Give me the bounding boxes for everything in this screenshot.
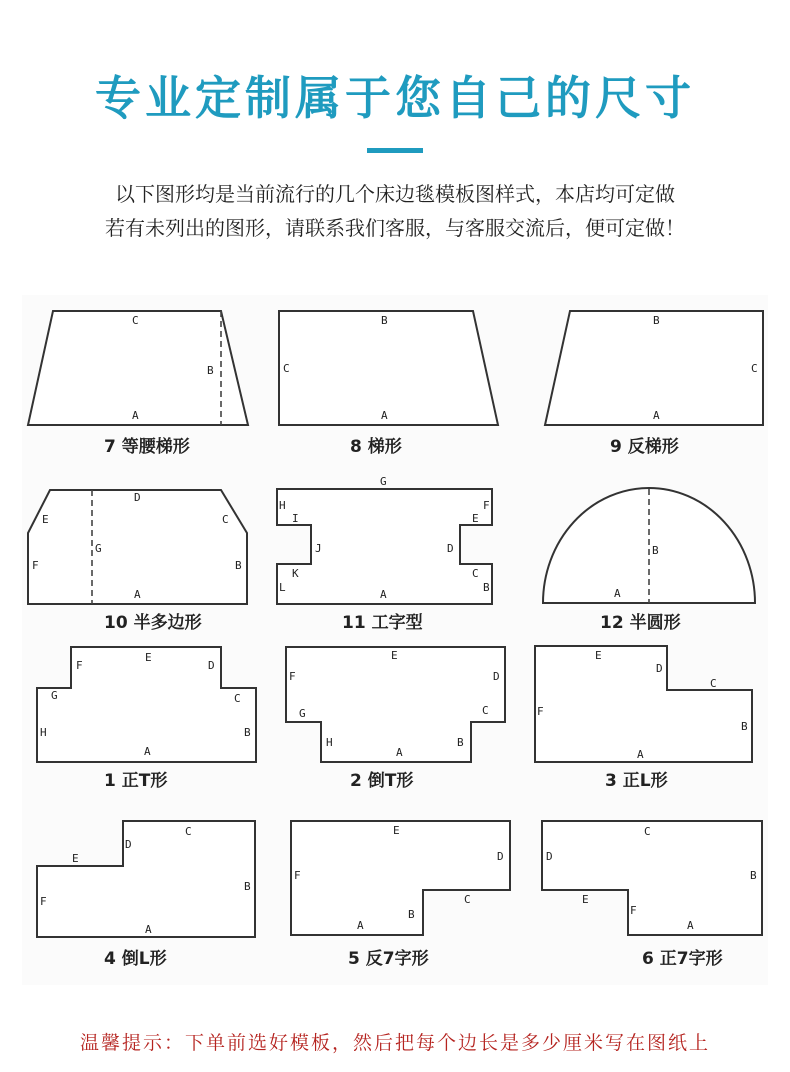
template-3-shape [535,646,752,762]
template-7-isosceles-trapezoid[interactable] [28,311,248,457]
template-11-label-4: I [292,512,299,525]
template-10-label-5: F [32,559,39,572]
template-9-label-1: B [653,314,660,327]
template-4-label-4: B [244,880,251,893]
template-8-label-3: A [381,409,388,422]
intro-line-1: 以下图形均是当前流行的几个床边毯模板图样式，本店均可定做 [115,182,675,206]
template-11-label-9: C [472,567,479,580]
template-1-label-8: A [144,745,151,758]
template-2-label-4: G [299,707,306,720]
template-5-caption: 5 反7字形 [348,949,429,969]
template-9-shape [545,311,763,425]
template-12-shape [543,488,755,603]
template-2-label-3: D [493,670,500,683]
template-1-upright-t[interactable] [37,647,256,791]
template-7-label-2: B [207,364,214,377]
template-11-shape [277,489,492,604]
template-5-label-1: E [393,824,400,837]
template-3-label-6: A [637,748,644,761]
template-3-label-2: D [656,662,663,675]
template-9-label-3: A [653,409,660,422]
template-2-label-1: E [391,649,398,662]
template-5-reverse-seven[interactable] [291,821,510,969]
template-1-label-2: F [76,659,83,672]
footer-tip: 温馨提示：下单前选好模板，然后把每个边长是多少厘米写在图纸上 [79,1032,710,1054]
template-10-label-4: G [95,542,102,555]
template-12-caption: 12 半圆形 [600,613,681,633]
template-12-label-2: A [614,587,621,600]
template-9-caption: 9 反梯形 [610,437,679,457]
template-10-label-7: A [134,588,141,601]
template-4-shape [37,821,255,937]
template-4-caption: 4 倒L形 [104,949,167,969]
template-10-caption: 10 半多边形 [104,613,202,633]
template-1-label-6: H [40,726,47,739]
template-3-label-4: F [537,705,544,718]
template-11-label-2: H [279,499,286,512]
template-7-label-1: C [132,314,139,327]
template-2-label-7: A [396,746,403,759]
template-2-caption: 2 倒T形 [350,771,414,791]
template-11-caption: 11 工字型 [342,613,423,633]
template-11-label-6: J [315,542,322,555]
template-2-shape [286,647,505,762]
template-2-inverted-t[interactable] [286,647,505,791]
template-10-label-1: D [134,491,141,504]
template-7-shape [28,311,248,425]
template-8-caption: 8 梯形 [350,437,402,457]
template-1-label-5: C [234,692,241,705]
template-10-half-polygon[interactable] [28,490,247,633]
template-8-label-2: C [283,362,290,375]
template-2-label-6: H [326,736,333,749]
template-3-upright-l[interactable] [535,646,752,791]
template-11-label-8: K [292,567,299,580]
template-9-reverse-trapezoid[interactable] [545,311,763,457]
template-6-label-4: E [582,893,589,906]
intro-line-2: 若有未列出的图形，请联系我们客服，与客服交流后，便可定做！ [105,216,685,240]
template-11-label-1: G [380,475,387,488]
template-5-label-3: F [294,869,301,882]
template-2-label-2: F [289,670,296,683]
template-7-label-3: A [132,409,139,422]
template-3-label-5: B [741,720,748,733]
template-8-label-1: B [381,314,388,327]
template-11-label-5: E [472,512,479,525]
template-11-label-11: A [380,588,387,601]
template-10-label-6: B [235,559,242,572]
template-5-label-4: C [464,893,471,906]
template-1-label-1: E [145,651,152,664]
template-12-label-1: B [652,544,659,557]
template-2-label-5: C [482,704,489,717]
template-1-label-4: G [51,689,58,702]
template-5-shape [291,821,510,935]
template-6-upright-seven[interactable] [542,821,762,969]
template-3-caption: 3 正L形 [605,771,668,791]
template-6-label-3: B [750,869,757,882]
template-12-semicircle[interactable] [543,488,755,633]
template-6-shape [542,821,762,935]
template-4-label-1: C [185,825,192,838]
template-6-label-5: F [630,904,637,917]
template-10-label-3: C [222,513,229,526]
template-7-caption: 7 等腰梯形 [104,437,190,457]
template-4-label-3: E [72,852,79,865]
template-5-label-6: A [357,919,364,932]
template-6-label-6: A [687,919,694,932]
template-8-trapezoid[interactable] [279,311,498,457]
template-11-label-10: L [279,581,286,594]
template-8-shape [279,311,498,425]
template-4-label-2: D [125,838,132,851]
page-title: 专业定制属于您自己的尺寸 [95,71,695,125]
template-11-label-7: D [447,542,454,555]
template-10-shape [28,490,247,604]
template-1-label-7: B [244,726,251,739]
template-6-caption: 6 正7字形 [642,949,723,969]
template-4-label-6: A [145,923,152,936]
template-4-label-5: F [40,895,47,908]
template-9-label-2: C [751,362,758,375]
template-2-label-8: B [457,736,464,749]
template-3-label-1: E [595,649,602,662]
template-5-label-2: D [497,850,504,863]
template-11-i-shape[interactable] [277,475,492,633]
template-4-inverted-l[interactable] [37,821,255,969]
template-6-label-2: D [546,850,553,863]
template-1-label-3: D [208,659,215,672]
template-11-label-12: B [483,581,490,594]
template-1-caption: 1 正T形 [104,771,168,791]
template-5-label-5: B [408,908,415,921]
template-6-label-1: C [644,825,651,838]
template-11-label-3: F [483,499,490,512]
template-10-label-2: E [42,513,49,526]
template-3-label-3: C [710,677,717,690]
